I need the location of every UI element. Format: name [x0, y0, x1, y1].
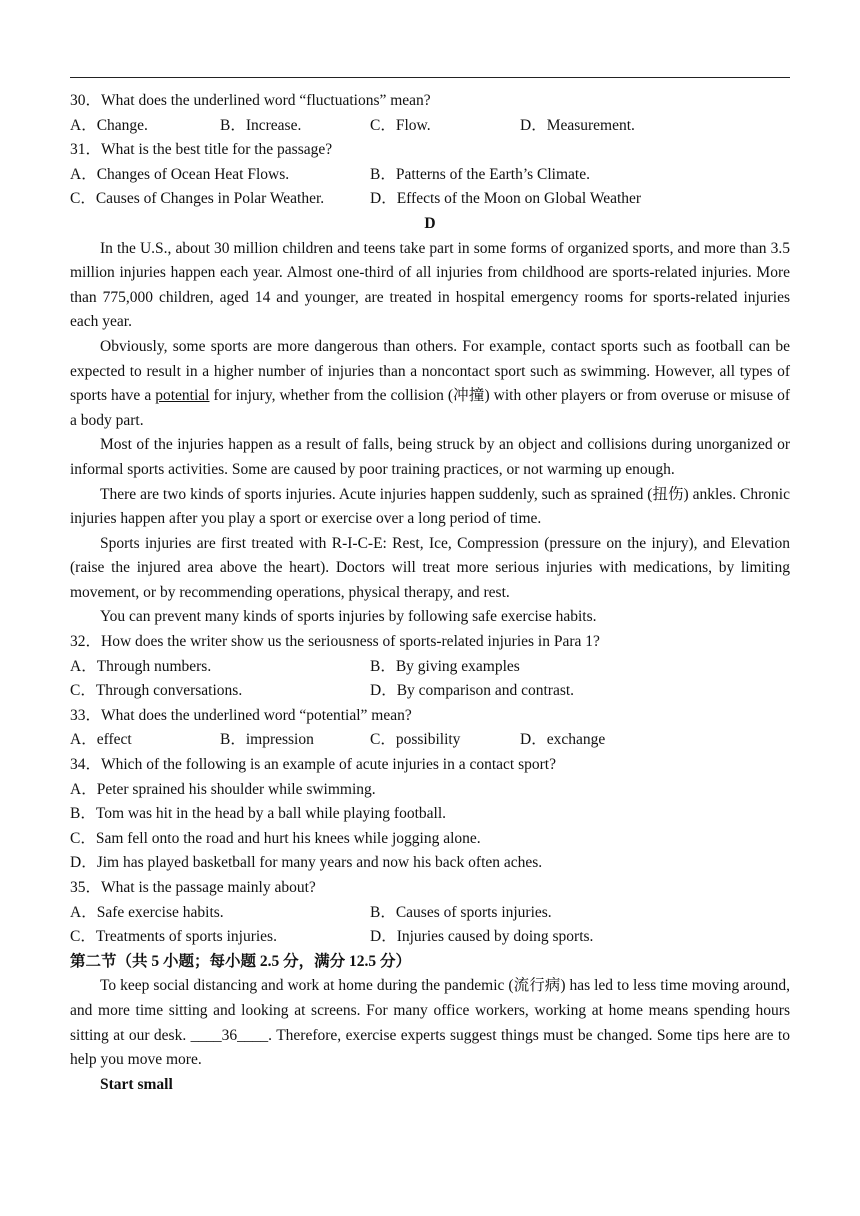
paragraph-text: To keep social distancing and work at home during the pandemic (流行病) has led to less time moving around, and more time sitting and looking at screens. For many office workers, working at home means spending hours sitting at our desk.: [70, 977, 790, 1044]
passage-paragraph-6: You can prevent many kinds of sports injuries by following safe exercise habits.: [100, 608, 597, 626]
question-32-options-row2: [70, 679, 790, 704]
subheading-start-small: Start small: [100, 1075, 173, 1093]
passage-paragraph-5: Sports injuries are first treated with R-I-C-E: Rest, Ice, Compression (pressure on the injury), and Elevation (raise the injured area above the heart). Doctors will treat more serious injuries with medications, by limiting movement, or by recommending operations, physical therapy, and rest.: [70, 534, 790, 601]
question-31-options-row1: [70, 163, 790, 188]
option-a: A．Changes of Ocean Heat Flows.: [70, 165, 290, 183]
question-32-options-row1: [70, 655, 790, 680]
question-30-options: [70, 114, 790, 139]
question-33-options: [70, 728, 790, 753]
section-2-heading: 第二节（共 5 小题；每小题 2.5 分，满分 12.5 分）: [70, 952, 412, 970]
option-c: C．Sam fell onto the road and hurt his knees while jogging alone.: [70, 829, 481, 847]
option-d: D．Effects of the Moon on Global Weather: [370, 190, 642, 208]
paragraph-text: for injury, whether from the collision (冲撞) with other players or from overuse or misuse of a body part.: [70, 387, 791, 429]
option-a: A．Change.: [70, 116, 148, 134]
question-35-options-row1: [70, 901, 790, 926]
option-b: B．By giving examples: [370, 657, 520, 675]
option-c: C．possibility: [370, 731, 461, 749]
question-31-options-row2: [70, 187, 790, 212]
passage-paragraph-4: There are two kinds of sports injuries. Acute injuries happen suddenly, such as sprained (扭伤) ankles. Chronic injuries happen after you play a sport or exercise over a long period of time.: [70, 485, 790, 528]
option-d: D．Injuries caused by doing sports.: [370, 928, 594, 946]
question-34-stem: 34．Which of the following is an example of acute injuries in a contact sport?: [70, 756, 556, 774]
option-b: B．Causes of sports injuries.: [370, 903, 552, 921]
question-35-options-row2: [70, 925, 790, 950]
option-b: B．Tom was hit in the head by a ball while playing football.: [70, 805, 447, 823]
document-page: [70, 89, 790, 1097]
section-2-paragraph: [70, 974, 790, 1072]
option-d: D．Jim has played basketball for many years and now his back often aches.: [70, 854, 543, 872]
option-b: B．impression: [220, 731, 314, 749]
paragraph-text: Obviously, some sports are more dangerous than others. For example, contact sports such as football can be expected to result in a higher number of injuries than a noncontact sport such as swimming. However, all types of sports have a: [70, 337, 790, 405]
option-a: A．Safe exercise habits.: [70, 903, 224, 921]
option-a: A．effect: [70, 731, 132, 749]
blank-36: ____36____: [190, 1026, 269, 1044]
option-d: D．By comparison and contrast.: [370, 682, 575, 700]
paragraph-text: . Therefore, exercise experts suggest things must be changed. Some tips here are to help you move more.: [70, 1026, 790, 1069]
question-31-stem: 31．What is the best title for the passage?: [70, 141, 333, 159]
option-c: C．Flow.: [370, 116, 431, 134]
option-c: C．Treatments of sports injuries.: [70, 928, 277, 946]
option-c: C．Causes of Changes in Polar Weather.: [70, 190, 325, 208]
header-rule: [70, 77, 790, 78]
question-35-stem: 35．What is the passage mainly about?: [70, 879, 316, 896]
option-a: A．Through numbers.: [70, 657, 212, 675]
option-c: C．Through conversations.: [70, 682, 243, 700]
section-d-heading: D: [424, 214, 436, 232]
passage-paragraph-2: [70, 335, 790, 433]
option-b: B．Increase.: [220, 116, 302, 134]
option-a: A．Peter sprained his shoulder while swimming.: [70, 780, 376, 798]
option-d: D．exchange: [520, 731, 606, 749]
option-b: B．Patterns of the Earth’s Climate.: [370, 165, 590, 183]
passage-paragraph-1: In the U.S., about 30 million children and teens take part in some forms of organized sports, and more than 3.5 million injuries happen each year. Almost one-third of all injuries from childhood are sports-related injuries. More than 775,000 children, aged 14 and younger, are treated in hospital emergency rooms for sports-related injuries each year.: [70, 239, 790, 331]
question-30-stem: 30．What does the underlined word “fluctuations” mean?: [70, 92, 431, 109]
underlined-word: potential: [155, 387, 210, 405]
question-32-stem: 32．How does the writer show us the seriousness of sports-related injuries in Para 1?: [70, 633, 600, 651]
passage-paragraph-3: Most of the injuries happen as a result of falls, being struck by an object and collisions during unorganized or informal sports activities. Some are caused by poor training practices, or not warming up enough.: [70, 436, 790, 478]
option-d: D．Measurement.: [520, 116, 635, 134]
question-33-stem: 33．What does the underlined word “potential” mean?: [70, 706, 412, 724]
